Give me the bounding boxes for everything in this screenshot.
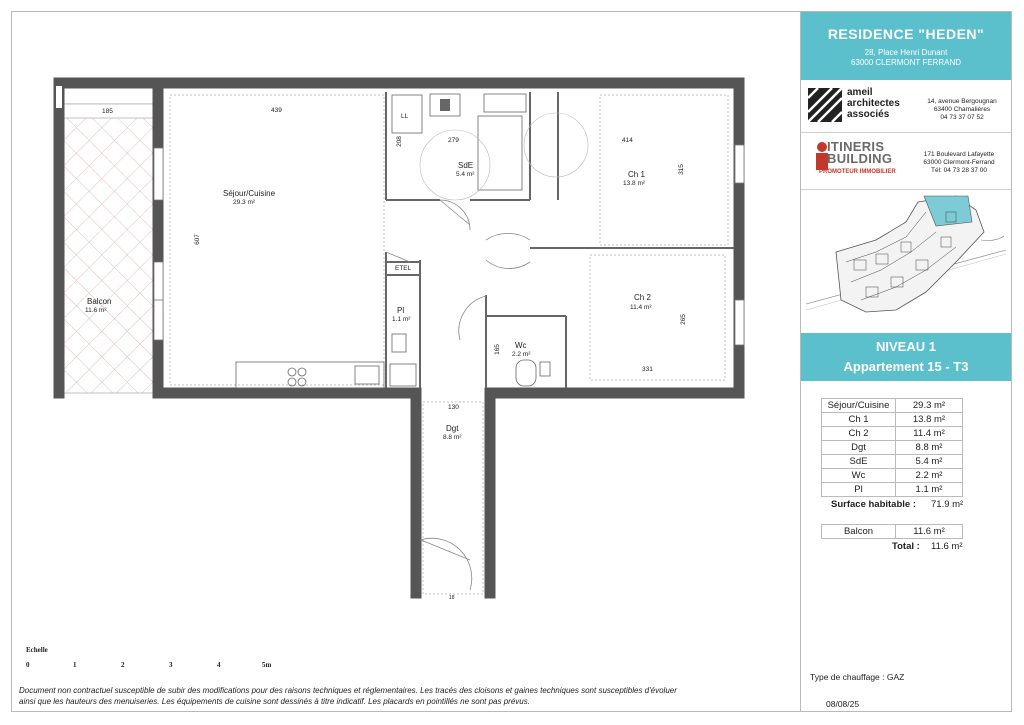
dim-414: 414 (622, 137, 633, 144)
architect-logo-icon (808, 88, 842, 122)
disclaimer-line-2: ainsi que les hauteurs des menuiseries. Les équipements de cuisine sont dessinés à titre indicatif. Les placards en pointillés ne sont pas prévus. (19, 697, 530, 706)
surface-habitable-value: 71.9 m² (931, 499, 964, 510)
table-row (822, 483, 963, 497)
promoter-tagline: PROMOTEUR IMMOBILIER (819, 169, 896, 175)
surface-value: 1.1 m² (896, 483, 963, 497)
room-sde-name: SdE (458, 161, 474, 170)
surface-label: Pl (822, 483, 896, 497)
room-pl-area: 1.1 m² (392, 316, 411, 323)
room-dgt-area: 8.8 m² (443, 434, 462, 441)
promoter-address-1: 171 Boulevard Lafayette (923, 151, 995, 158)
total-label: Total : (892, 541, 920, 552)
surface-label: Ch 1 (822, 413, 896, 427)
table-row (822, 427, 963, 441)
dim-265: 265 (679, 314, 687, 325)
room-ch2-area: 11.4 m² (630, 304, 652, 311)
dim-130: 130 (448, 404, 459, 411)
balcon-table (821, 524, 963, 539)
architect-name-3: associés (847, 109, 890, 120)
room-wc-area: 2.2 m² (512, 351, 531, 358)
surface-label: Wc (822, 469, 896, 483)
room-balcon-name: Balcon (87, 297, 112, 306)
table-row (822, 525, 963, 539)
surface-label: SdE (822, 455, 896, 469)
room-dgt-name: Dgt (446, 424, 459, 433)
architect-name-1: ameil (847, 87, 873, 98)
room-sejour-area: 29.3 m² (233, 199, 256, 206)
document-date: 08/08/25 (826, 699, 860, 709)
architect-block (801, 80, 1011, 133)
surface-label: Dgt (822, 441, 896, 455)
balcon-value: 11.6 m² (896, 525, 963, 539)
surface-value: 2.2 m² (896, 469, 963, 483)
room-wc-name: Wc (515, 341, 527, 350)
dim-279: 279 (448, 137, 459, 144)
promoter-name-1: ITINERIS (827, 139, 885, 154)
etel-label: ETEL (395, 265, 412, 272)
room-ch1-area: 13.8 m² (623, 180, 646, 187)
surface-value: 29.3 m² (896, 399, 963, 413)
table-row (822, 413, 963, 427)
architect-name-2: architectes (847, 98, 900, 109)
heating-type: Type de chauffage : GAZ (810, 672, 905, 682)
table-row (822, 399, 963, 413)
architect-address-2: 63400 Chamalières (933, 106, 991, 113)
disclaimer (19, 685, 789, 707)
dim-165: 165 (493, 344, 501, 355)
dim-607: 607 (193, 234, 201, 245)
level-header (801, 333, 1011, 381)
scale-tick-3: 3 (169, 661, 173, 669)
apartment-label: Appartement 15 - T3 (843, 359, 969, 374)
table-row (822, 469, 963, 483)
room-balcon-area: 11.6 m² (85, 307, 107, 314)
scale-tick-1: 1 (73, 661, 77, 669)
surfaces-table (821, 398, 963, 497)
surface-label: Ch 2 (822, 427, 896, 441)
room-pl-name: Pl (397, 306, 405, 315)
dim-439: 439 (271, 107, 282, 114)
surface-value: 5.4 m² (896, 455, 963, 469)
scale-tick-4: 4 (217, 661, 221, 669)
room-sde-area: 5.4 m² (456, 171, 475, 178)
surface-label: Séjour/Cuisine (822, 399, 896, 413)
table-row (822, 441, 963, 455)
promoter-address-2: 63000 Clermont-Ferrand (923, 159, 995, 166)
project-address-1: 28, Place Henri Dunant (864, 48, 948, 57)
total-value: 11.6 m² (931, 541, 963, 552)
scale-tick-2: 2 (121, 661, 125, 669)
level-label: NIVEAU 1 (876, 339, 936, 354)
disclaimer-line-1: Document non contractuel susceptible de subir des modifications pour des raisons techniques et réglementaires. Les tracés des cloisons et gaines techniques sont susceptibles d'évoluer (19, 686, 677, 695)
surface-habitable-label: Surface habitable : (831, 499, 916, 510)
site-plan-thumbnail (806, 192, 1006, 327)
architect-phone: 04 73 37 07 52 (940, 114, 984, 121)
dim-315: 315 (677, 164, 685, 175)
dim-18: 18 (449, 595, 455, 601)
room-ch1-name: Ch 1 (628, 170, 645, 179)
promoter-block (801, 133, 1011, 190)
scale-label: Echelle (26, 646, 48, 654)
promoter-name-2: BUILDING (827, 151, 893, 166)
table-row (822, 455, 963, 469)
promoter-phone: Tél: 04 73 28 37 00 (930, 167, 987, 174)
scale-tick-5: 5m (262, 661, 272, 669)
project-address-2: 63000 CLERMONT FERRAND (850, 58, 962, 67)
room-sejour-name: Séjour/Cuisine (223, 189, 276, 198)
ll-label: LL (401, 113, 409, 120)
scale-tick-0: 0 (26, 661, 30, 669)
surface-value: 8.8 m² (896, 441, 963, 455)
project-header (801, 12, 1011, 80)
room-ch2-name: Ch 2 (634, 293, 651, 302)
dim-208: 208 (395, 136, 403, 147)
architect-address-1: 14, avenue Bergougnan (927, 98, 997, 105)
surface-value: 11.4 m² (896, 427, 963, 441)
project-title: RESIDENCE "HEDEN" (827, 26, 985, 42)
balcon-label: Balcon (822, 525, 896, 539)
dim-331: 331 (642, 366, 653, 373)
surface-value: 13.8 m² (896, 413, 963, 427)
dim-185: 185 (102, 108, 113, 115)
